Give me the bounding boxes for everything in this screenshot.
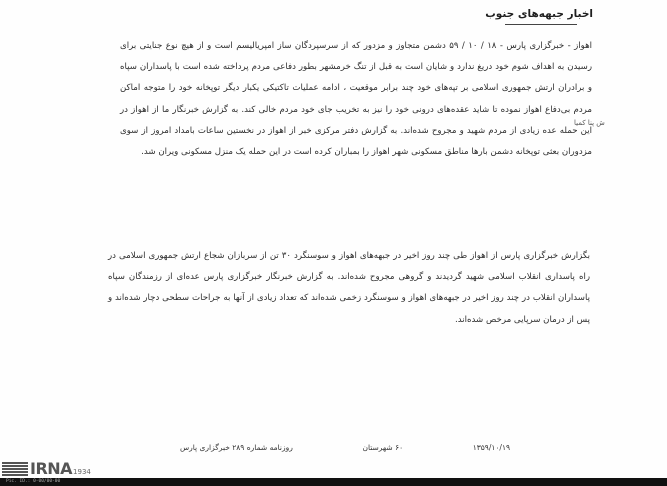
footer-date: ۱۳۵۹/۱۰/۱۹ bbox=[472, 443, 510, 452]
irna-logo bbox=[2, 459, 91, 478]
logo-stripes-icon bbox=[2, 462, 28, 476]
document-title: اخبار جبهه‌های جنوب bbox=[485, 8, 593, 20]
footer-source: روزنامه شماره ۲۸۹ خبرگزاری پارس bbox=[180, 443, 293, 452]
paragraph-2: بگزارش خبرگزاری پارس از اهواز طی چند روز اخیر در جبهه‌های اهواز و سوسنگرد ۳۰ تن از سربازان شجاع ارتش جمهوری اسلامی در راه پاسداری انقلاب اسلامی شهید گردیدند و گروهی مجروح شده‌اند. به گزارش خبرنگار خبرگزاری پارس عده‌ای از رزمندگان سپاه پاسداران انقلاب در چند روز اخیر در جبهه‌های اهواز و سوسنگرد زخمی شده‌اند که تعداد زیادی از آنها به جراحات سطحی دچار شده‌اند و پس از درمان سرپایی مرخص شده‌اند. bbox=[108, 251, 590, 325]
paragraph-1: اهواز - خبرگزاری پارس - ۱۸ / ۱۰ / ۵۹ دشمن متجاوز و مزدور که از سرسپردگان ساز امپریالیسم است و از هیچ نوع جنایتی برای رسیدن به اهداف شوم خود دریغ ندارد و شایان است به قبل از تنگ خرمشهر بطور دفاعی مردم پرداخته شده است با پاسداران سپاه و برادران ارتش جمهوری اسلامی بر تپه‌های خود چند برابر موقعیت ، ادامه عملیات تاکتیکی یکبار دیگر توپخانه خود را متوجه اماکن مردم بی‌دفاع اهواز نموده تا شاید عقده‌های درونی خود را نیز به تخریب جای خود مردم خالی کند. به گزارش خبرنگار ما از اهواز در این حمله عده زیادی از مردم شهید و مجروح شده‌اند. به گزارش دفتر مرکزی خبر از اهواز در نخستین ساعات بامداد امروز از سوی مزدوران بعثی توپخانه دشمن بارها مناطق مسکونی شهر اهواز را بمباران کرده است در این حمله یک منزل مسکونی ویران شد. bbox=[120, 41, 593, 158]
logo-text: IRNA bbox=[30, 459, 73, 478]
bottom-caption: Pic. ID.: 0-00/00-00 bbox=[6, 479, 61, 484]
document-footer bbox=[180, 443, 510, 452]
footer-page: ۶۰ شهرستان bbox=[362, 443, 404, 452]
logo-year: 1934 bbox=[73, 468, 91, 476]
margin-note: ش پنا کمیا bbox=[574, 119, 605, 127]
bottom-bar bbox=[0, 478, 667, 486]
title-underline bbox=[505, 24, 577, 25]
